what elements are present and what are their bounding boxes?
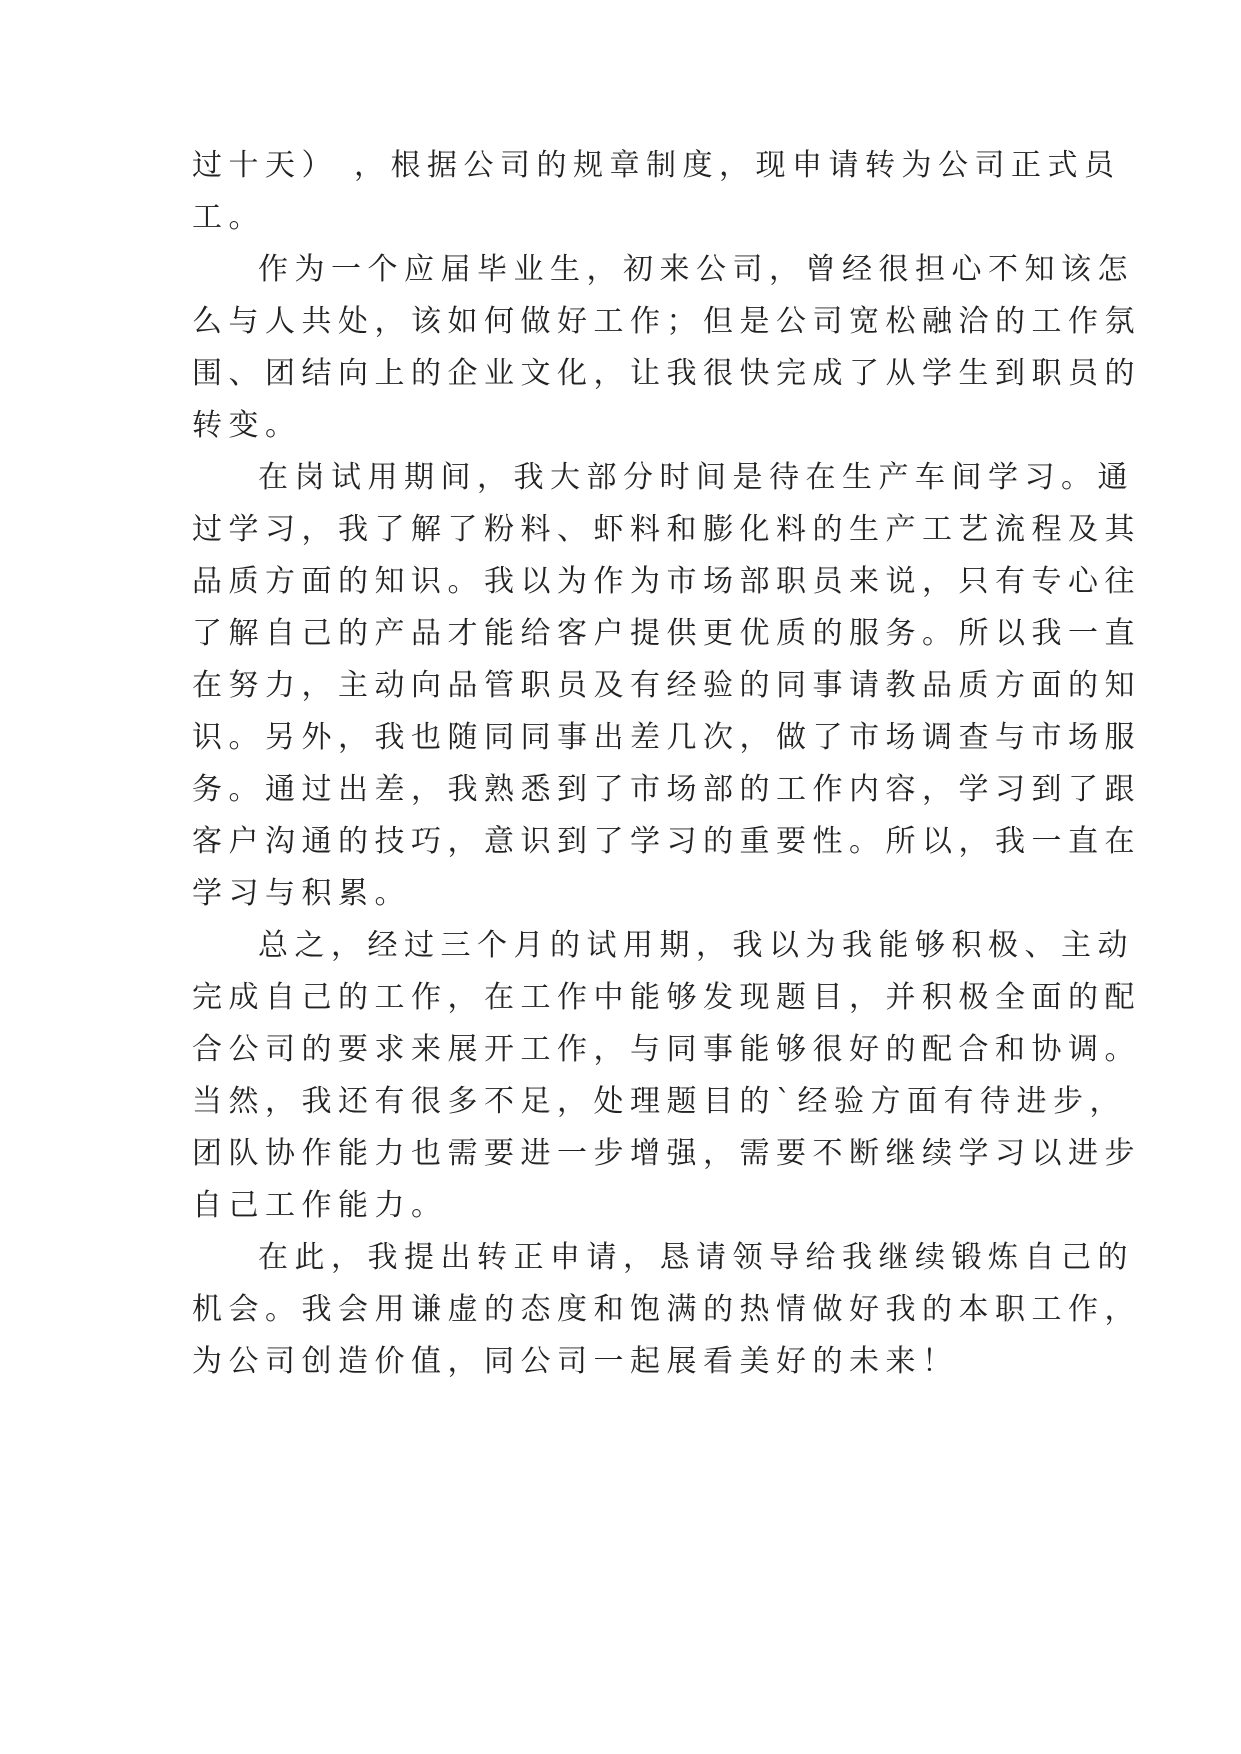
paragraph-3-line-2: 过学习，我了解了粉料、虾料和膨化料的生产工艺流程及其 bbox=[192, 512, 1141, 547]
paragraph-4-line-1: 总之，经过三个月的试用期，我以为我能够积极、主动 bbox=[258, 928, 1134, 963]
paragraph-4-line-6: 自己工作能力。 bbox=[192, 1188, 448, 1223]
paragraph-1-line-2: 工。 bbox=[192, 200, 265, 235]
paragraph-3-line-6: 识。另外，我也随同同事出差几次，做了市场调查与市场服 bbox=[192, 720, 1141, 755]
paragraph-3-line-4: 了解自己的产品才能给客户提供更优质的服务。所以我一直 bbox=[192, 616, 1141, 651]
paragraph-3-line-9: 学习与积累。 bbox=[192, 876, 411, 911]
paragraph-4-line-5: 团队协作能力也需要进一步增强，需要不断继续学习以进步 bbox=[192, 1136, 1141, 1171]
paragraph-5-line-3: 为公司创造价值，同公司一起展看美好的未来！ bbox=[192, 1344, 959, 1379]
paragraph-4-line-3: 合公司的要求来展开工作，与同事能够很好的配合和协调。 bbox=[192, 1032, 1141, 1067]
paragraph-5-line-2: 机会。我会用谦虚的态度和饱满的热情做好我的本职工作， bbox=[192, 1292, 1141, 1327]
paragraph-4-line-2: 完成自己的工作，在工作中能够发现题目，并积极全面的配 bbox=[192, 980, 1141, 1015]
paragraph-2-line-1: 作为一个应届毕业生，初来公司，曾经很担心不知该怎 bbox=[258, 252, 1134, 287]
paragraph-3-line-3: 品质方面的知识。我以为作为市场部职员来说，只有专心往 bbox=[192, 564, 1141, 599]
paragraph-4-line-4: 当然，我还有很多不足，处理题目的`经验方面有待进步， bbox=[192, 1084, 1126, 1119]
paragraph-3-line-8: 客户沟通的技巧，意识到了学习的重要性。所以，我一直在 bbox=[192, 824, 1141, 859]
paragraph-2-line-3: 围、团结向上的企业文化，让我很快完成了从学生到职员的 bbox=[192, 356, 1141, 391]
paragraph-5-line-1: 在此，我提出转正申请，恳请领导给我继续锻炼自己的 bbox=[258, 1240, 1134, 1275]
paragraph-2-line-2: 么与人共处，该如何做好工作；但是公司宽松融洽的工作氛 bbox=[192, 304, 1141, 339]
paragraph-3-line-1: 在岗试用期间，我大部分时间是待在生产车间学习。通 bbox=[258, 460, 1134, 495]
paragraph-3-line-5: 在努力，主动向品管职员及有经验的同事请教品质方面的知 bbox=[192, 668, 1141, 703]
paragraph-2-line-4: 转变。 bbox=[192, 408, 302, 443]
paragraph-3-line-7: 务。通过出差，我熟悉到了市场部的工作内容，学习到了跟 bbox=[192, 772, 1141, 807]
paragraph-1-line-1: 过十天） ，根据公司的规章制度，现申请转为公司正式员 bbox=[192, 148, 1121, 183]
